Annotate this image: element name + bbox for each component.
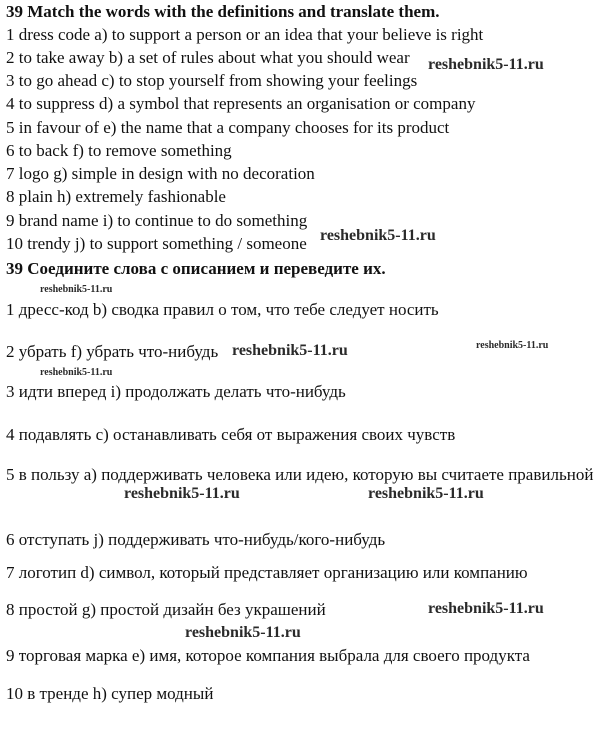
russian-line-3: 3 идти вперед i) продолжать делать что-нибудь xyxy=(6,382,346,401)
russian-line-7: 7 логотип d) символ, который представляет организацию или компанию xyxy=(6,563,528,582)
english-line-10: 10 trendy j) to support something / someone xyxy=(6,234,307,253)
english-line-3: 3 to go ahead c) to stop yourself from showing your feelings xyxy=(6,71,418,90)
russian-line-8: 8 простой g) простой дизайн без украшений xyxy=(6,600,326,619)
english-line-5: 5 in favour of e) the name that a company chooses for its product xyxy=(6,118,450,137)
watermark: reshebnik5-11.ru xyxy=(232,342,348,359)
watermark: reshebnik5-11.ru xyxy=(40,284,113,295)
russian-line-5: 5 в пользу a) поддерживать человека или идею, которую вы считаете правильной xyxy=(6,465,594,484)
watermark: reshebnik5-11.ru xyxy=(476,340,549,351)
english-heading: 39 Match the words with the definitions and translate them. xyxy=(6,2,440,21)
russian-line-2: 2 убрать f) убрать что-нибудь xyxy=(6,342,219,361)
watermark: reshebnik5-11.ru xyxy=(428,600,544,617)
watermark: reshebnik5-11.ru xyxy=(124,485,240,502)
russian-line-4: 4 подавлять c) останавливать себя от выражения своих чувств xyxy=(6,425,456,444)
english-line-6: 6 to back f) to remove something xyxy=(6,141,232,160)
watermark: reshebnik5-11.ru xyxy=(368,485,484,502)
english-line-1: 1 dress code a) to support a person or an idea that your believe is right xyxy=(6,25,484,44)
english-line-4: 4 to suppress d) a symbol that represents an organisation or company xyxy=(6,94,476,113)
english-line-8: 8 plain h) extremely fashionable xyxy=(6,187,226,206)
russian-line-9: 9 торговая марка e) имя, которое компания выбрала для своего продукта xyxy=(6,646,530,665)
russian-line-10: 10 в тренде h) супер модный xyxy=(6,684,214,703)
watermark: reshebnik5-11.ru xyxy=(185,624,301,641)
watermark: reshebnik5-11.ru xyxy=(320,227,436,244)
english-line-7: 7 logo g) simple in design with no decoration xyxy=(6,164,315,183)
russian-heading: 39 Соедините слова с описанием и переведите их. xyxy=(6,259,386,278)
russian-line-1: 1 дресс-код b) сводка правил о том, что тебе следует носить xyxy=(6,300,439,319)
english-line-2: 2 to take away b) a set of rules about what you should wear xyxy=(6,48,410,67)
watermark: reshebnik5-11.ru xyxy=(428,56,544,73)
english-line-9: 9 brand name i) to continue to do something xyxy=(6,211,308,230)
russian-line-6: 6 отступать j) поддерживать что-нибудь/кого-нибудь xyxy=(6,530,386,549)
watermark: reshebnik5-11.ru xyxy=(40,367,113,378)
